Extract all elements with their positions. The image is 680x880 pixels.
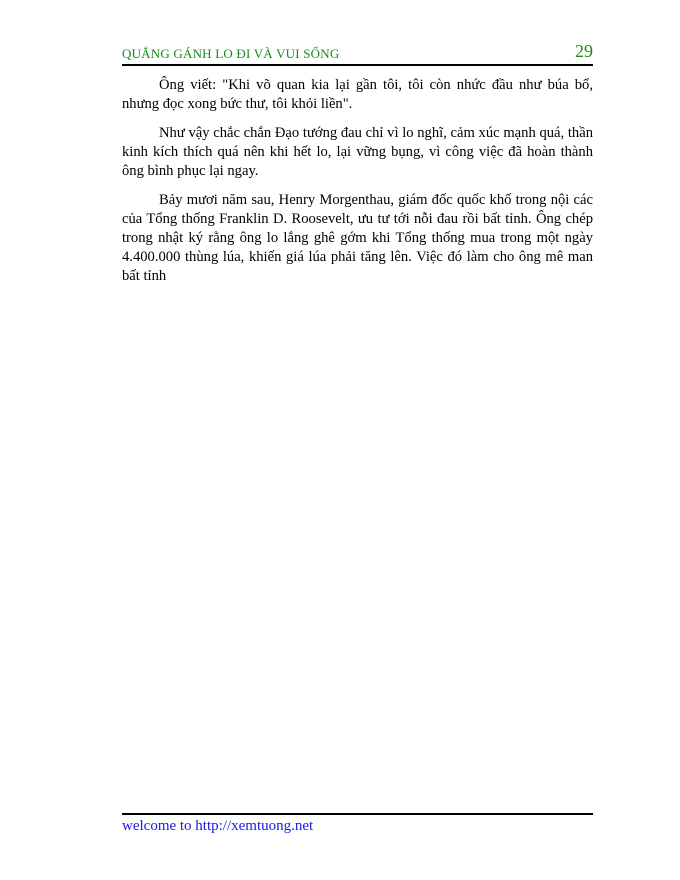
book-title: QUẲNG GÁNH LO ĐI VÀ VUI SỐNG — [122, 46, 340, 61]
paragraph-2: Như vậy chắc chắn Đạo tướng đau chỉ vì lo nghĩ, cảm xúc mạnh quá, thần kinh kích thích quá nên khi hết lo, lại vững bụng, vì công việc đã hoàn thành ông bình phục lại ngay. — [122, 125, 593, 179]
page-body — [122, 76, 593, 296]
page-number: 29 — [575, 41, 593, 61]
page-header — [122, 41, 593, 66]
paragraph-1: Ông viết: "Khi võ quan kia lại gần tôi, tôi còn nhức đầu như búa bổ, nhưng đọc xong bức thư, tôi khỏi liền". — [122, 77, 593, 112]
footer-divider — [122, 813, 593, 815]
paragraph-3: Bảy mươi năm sau, Henry Morgenthau, giám đốc quốc khố trong nội các của Tổng thống Franklin D. Roosevelt, ưu tư tới nỗi đau rồi bất tỉnh. Ông chép trong nhật ký rằng ông lo lắng ghê gớm khi Tổng thống mua trong một ngày 4.400.000 thùng lúa, khiến giá lúa phải tăng lên. Việc đó làm cho ông mê man bất tỉnh — [122, 192, 593, 284]
footer-link[interactable]: welcome to http://xemtuong.net — [122, 818, 314, 834]
